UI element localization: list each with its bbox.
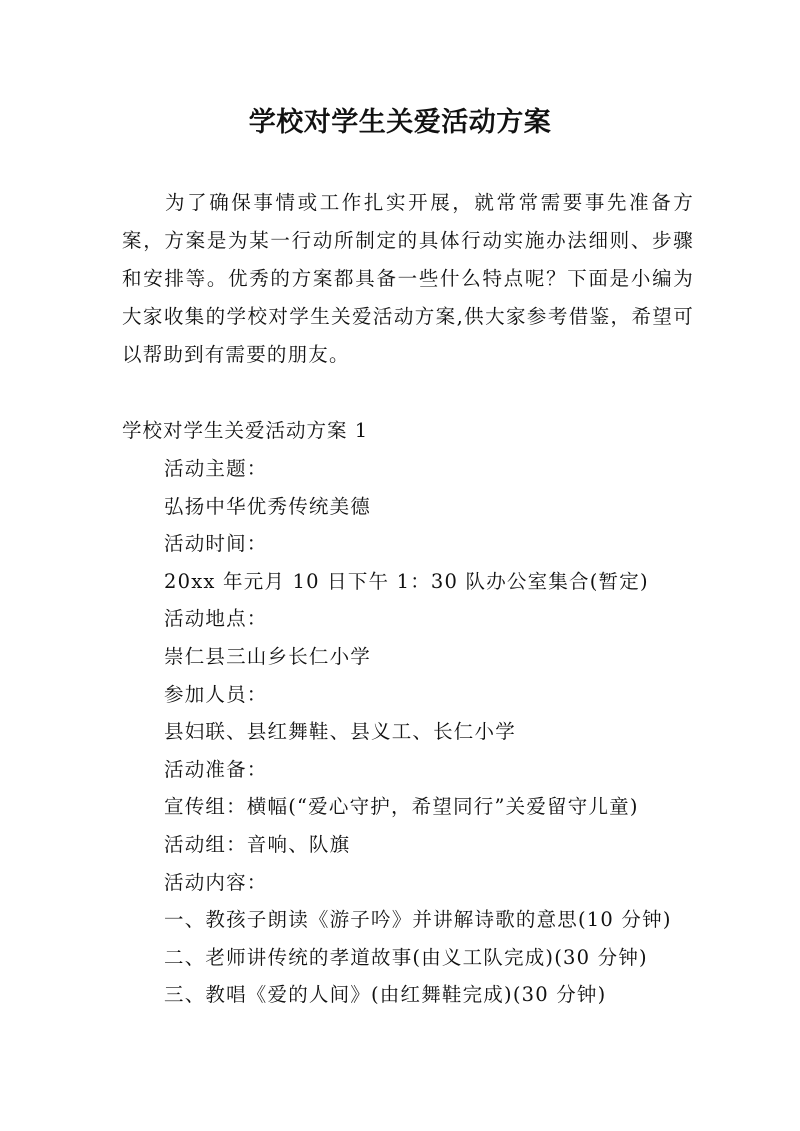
intro-paragraph: 为了确保事情或工作扎实开展，就常常需要事先准备方案，方案是为某一行动所制定的具体行动实施办法细则、步骤和安排等。优秀的方案都具备一些什么特点呢？下面是小编为大家收集的学校对学生关爱活动方案,供大家参考借鉴，希望可以帮助到有需要的朋友。: [122, 191, 694, 366]
content-line: 三、教唱《爱的人间》(由红舞鞋完成)(30 分钟): [164, 983, 607, 1007]
document-title: 学校对学生关爱活动方案: [248, 107, 552, 138]
content-line: 一、教孩子朗读《游子吟》并讲解诗歌的意思(10 分钟): [164, 908, 672, 932]
content-line: 活动地点：: [164, 607, 268, 631]
content-line: 弘扬中华优秀传统美德: [164, 494, 372, 518]
content-line: 活动准备：: [164, 757, 268, 781]
content-line: 20xx 年元月 10 日下午 1：30 队办公室集合(暂定): [164, 569, 649, 593]
content-line: 参加人员：: [164, 682, 268, 706]
content-list: [164, 450, 672, 1014]
content-line: 活动组：音响、队旗: [164, 832, 351, 856]
content-line: 活动内容：: [164, 870, 268, 894]
content-line: 二、老师讲传统的孝道故事(由义工队完成)(30 分钟): [164, 945, 648, 969]
content-line: 县妇联、县红舞鞋、县义工、长仁小学: [164, 720, 516, 744]
content-line: 崇仁县三山乡长仁小学: [164, 644, 372, 668]
content-line: 活动主题：: [164, 457, 268, 480]
content-line: 宣传组：横幅(“爱心守护，希望同行”关爱留守儿童): [164, 795, 639, 819]
content-line: 活动时间：: [164, 532, 268, 556]
section-heading: 学校对学生关爱活动方案 1: [122, 419, 369, 442]
